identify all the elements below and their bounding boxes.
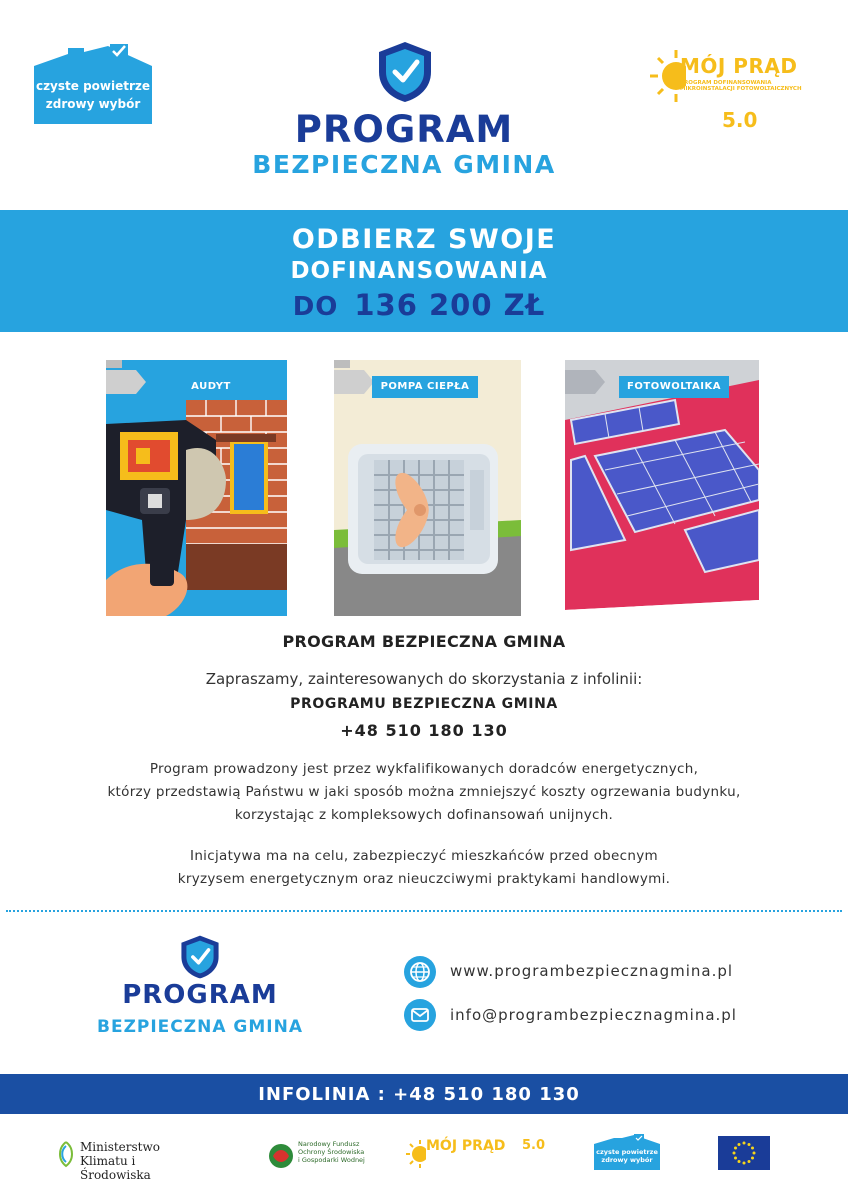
card-audyt [106, 360, 287, 616]
moj-prad-logo [646, 46, 826, 136]
globe-icon [404, 956, 436, 988]
czyste-line2: zdrowy wybór [45, 97, 141, 111]
card-fotowoltaika [565, 360, 759, 616]
solar-panels-illustration [565, 360, 759, 616]
czyste-small-line1: czyste powietrze [596, 1148, 658, 1156]
banner-line2: DOFINANSOWANIA [290, 258, 548, 284]
sun-icon [404, 1138, 426, 1168]
infolinia-band [0, 1074, 848, 1114]
moj-prad-small-title: MÓJ PRĄD [426, 1138, 506, 1154]
program-name: PROGRAMU BEZPIECZNA GMINA [290, 696, 558, 712]
nfos-line1: Narodowy Fundusz [298, 1140, 360, 1148]
offer-banner [0, 210, 848, 332]
moj-prad-title: MÓJ PRĄD [680, 54, 798, 78]
initiative-line: kryzysem energetycznym oraz nieuczciwymi praktykami handlowymi. [177, 871, 671, 887]
nfos-line2: Ochrony Środowiska [298, 1148, 365, 1156]
infolinia-text[interactable]: INFOLINIA : +48 510 180 130 [258, 1084, 580, 1105]
page-title: PROGRAM [294, 108, 514, 151]
card-label-pompa: POMPA CIEPŁA [372, 376, 478, 398]
moj-prad-small-logo [404, 1134, 554, 1174]
moj-prad-subtitle: PROGRAM DOFINANSOWANIA MIKROINSTALACJI FOTOWOLTAICZNYCH [680, 80, 802, 92]
dotted-divider [6, 910, 842, 913]
initiative-line: Inicjatywa ma na celu, zabezpieczyć mieszkańców przed obecnym [190, 848, 658, 864]
ministry-logo [56, 1134, 206, 1182]
czyste-small-line2: zdrowy wybór [601, 1156, 653, 1164]
website-link[interactable]: www.programbezpiecznagmina.pl [450, 962, 734, 980]
description-line: Program prowadzony jest przez wykfalifikowanych doradców energetycznych, [149, 761, 699, 777]
czyste-powietrze-small-logo [594, 1134, 660, 1174]
eu-flag-icon [718, 1136, 770, 1170]
banner-prefix: DO [292, 292, 339, 322]
ministry-emblem-icon [56, 1140, 76, 1168]
moj-prad-small-version: 5.0 [522, 1138, 546, 1153]
invite-text: Zapraszamy, zainteresowanych do skorzystania z infolinii: [205, 670, 643, 688]
page-subtitle: BEZPIECZNA GMINA [252, 150, 556, 179]
ministry-line2: Klimatu i Środowiska [80, 1154, 151, 1182]
card-label-fotowoltaika: FOTOWOLTAIKA [619, 376, 729, 398]
shield-check-icon [180, 934, 220, 980]
mail-icon [404, 999, 436, 1031]
card-pompa [334, 360, 521, 616]
heat-pump-illustration [334, 360, 521, 616]
czyste-line1: czyste powietrze [35, 79, 151, 93]
ministry-line1: Ministerstwo [80, 1140, 160, 1154]
hotline-phone[interactable]: +48 510 180 130 [340, 721, 508, 740]
banner-line3 [0, 288, 838, 322]
bottom-logo-title: PROGRAM [122, 980, 278, 1010]
initiative-paragraph [0, 845, 848, 891]
card-label-audyt: AUDYT [152, 376, 270, 398]
nfos-emblem-icon [268, 1140, 294, 1170]
banner-line1: ODBIERZ SWOJE [291, 224, 557, 255]
bottom-logo-subtitle: BEZPIECZNA GMINA [97, 1017, 303, 1037]
banner-amount: 136 200 ZŁ [354, 288, 546, 322]
description-paragraph [0, 758, 848, 827]
moj-prad-version: 5.0 [722, 108, 758, 132]
description-line: korzystając z kompleksowych dofinansowań unijnych. [234, 807, 614, 823]
nfos-line3: i Gospodarki Wodnej [298, 1156, 365, 1164]
shield-check-icon [377, 40, 433, 104]
description-line: którzy przedstawią Państwu w jaki sposób można zmniejszyć koszty ogrzewania budynku, [107, 784, 741, 800]
section-heading: PROGRAM BEZPIECZNA GMINA [282, 632, 566, 651]
email-link[interactable]: info@programbezpiecznagmina.pl [450, 1006, 737, 1024]
thermal-camera-illustration [106, 360, 287, 616]
nfos-logo [268, 1134, 378, 1174]
